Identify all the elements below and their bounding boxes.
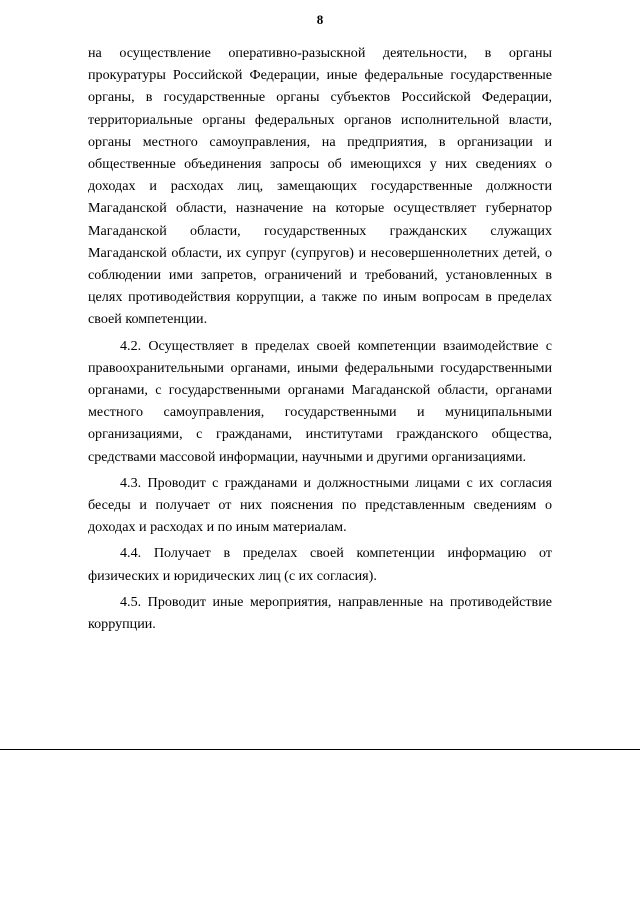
paragraph-4-3: 4.3. Проводит с гражданами и должностными лицами с их согласия беседы и получает от них пояснения по представленным сведениям о доходах и расходах и по иным материалам. [88, 474, 552, 536]
horizontal-rule [0, 749, 640, 750]
document-body [88, 42, 552, 639]
paragraph-4-4: 4.4. Получает в пределах своей компетенции информацию от физических и юридических лиц (с их согласия). [88, 545, 552, 584]
page-number: 8 [316, 12, 324, 27]
paragraph-continuation: на осуществление оперативно-разыскной деятельности, в органы прокуратуры Российской Федерации, иные федеральные государственные органы, в государственные органы субъектов Российской Федерации, территориальные органы федеральных органов исполнительной власти, органы местного самоуправления, на предприятия, в организации и общественные объединения запросы об имеющихся у них сведениях о доходах и расходах лиц, замещающих государственные должности Магаданской области, назначение на которые осуществляет губернатор Магаданской области, государственных гражданских служащих Магаданской области, их супруг (супругов) и несовершеннолетних детей, о соблюдении ими запретов, ограничений и требований, установленных в целях противодействия коррупции, а также по иным вопросам в пределах своей компетенции. [88, 45, 552, 328]
paragraph-4-2: 4.2. Осуществляет в пределах своей компетенции взаимодействие с правоохранительными органами, иными федеральными государственными органами, с государственными органами Магаданской области, органами местного самоуправления, государственными и муниципальными организациями, с гражданами, институтами гражданского общества, средствами массовой информации, научными и другими организациями. [88, 337, 552, 465]
paragraph-4-5: 4.5. Проводит иные мероприятия, направленные на противодействие коррупции. [88, 593, 552, 633]
